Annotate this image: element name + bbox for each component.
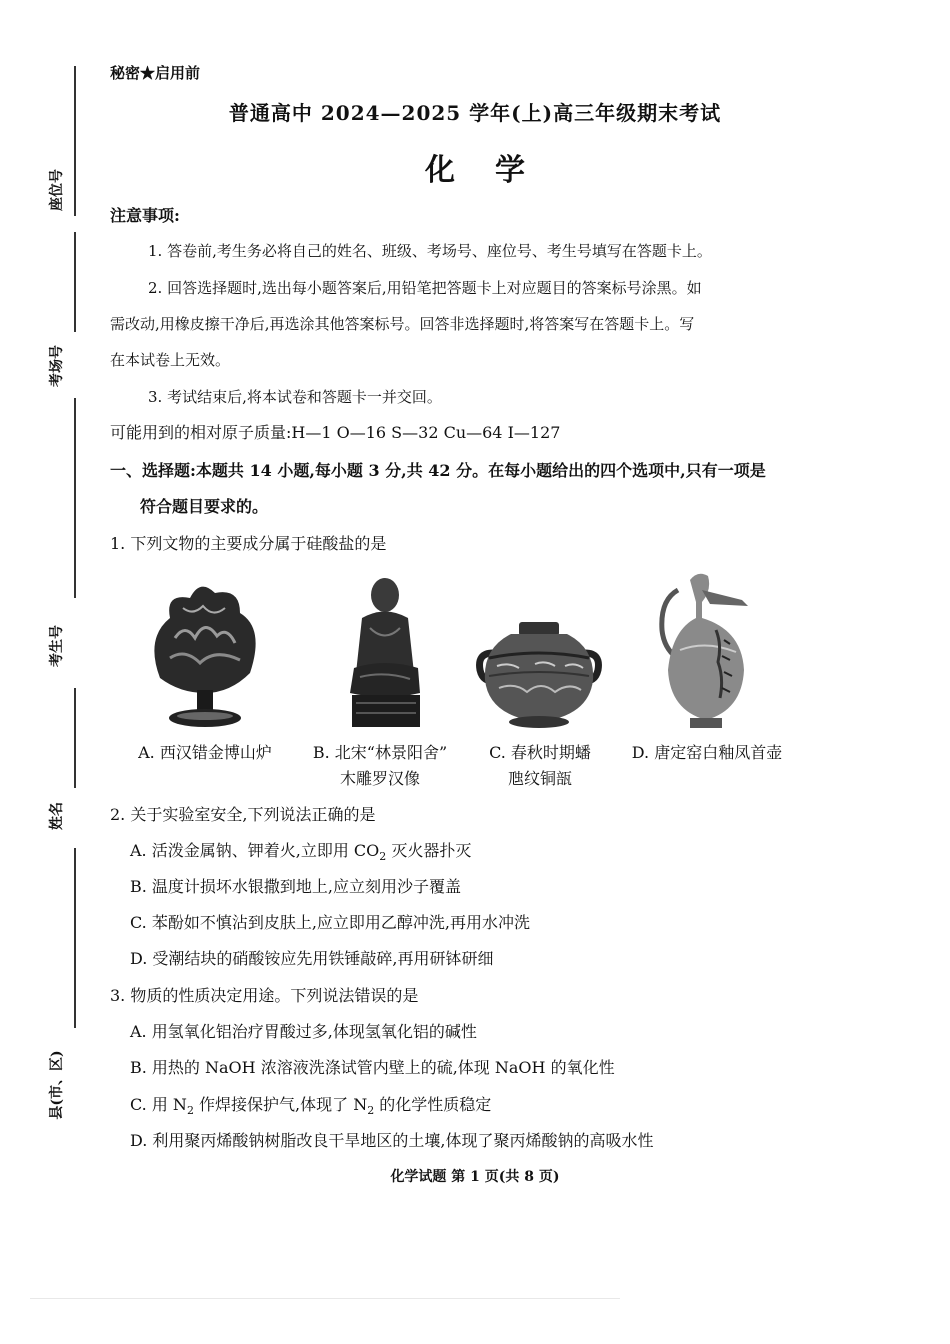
q3-option-c-pre: C. 用 N: [130, 1095, 187, 1114]
q1-option-b: [295, 740, 465, 792]
q2-option-b: B. 温度计损坏水银撒到地上,应立刻用沙子覆盖: [130, 877, 462, 896]
q3-option-d: D. 利用聚丙烯酸钠树脂改良干旱地区的土壤,体现了聚丙烯酸钠的高吸水性: [130, 1131, 654, 1150]
margin-line: [74, 398, 76, 598]
q1-option-b-line-2: 木雕罗汉像: [339, 769, 420, 788]
notice-item-2: [110, 270, 850, 378]
q3-option-c-mid: 作焊接保护气,体现了 N: [193, 1095, 368, 1114]
q1-stem: 1. 下列文物的主要成分属于硅酸盐的是: [110, 534, 387, 553]
q2-stem: 2. 关于实验室安全,下列说法正确的是: [110, 805, 376, 824]
seat-label: 座位号: [49, 169, 65, 211]
notice-item-3: 3. 考试结束后,将本试卷和答题卡一并交回。: [148, 388, 442, 406]
margin-line: [74, 688, 76, 788]
phoenix-ewer-image: [650, 570, 760, 735]
exam-no-label: 考生号: [49, 625, 65, 667]
notice-item-2-line-2: 需改动,用橡皮擦干净后,再选涂其他答案标号。回答非选择题时,将答案写在答题卡上。写: [110, 315, 695, 333]
q2-option-c: C. 苯酚如不慎沾到皮肤上,应立即用乙醇冲洗,再用水冲洗: [130, 913, 531, 932]
margin-line: [74, 232, 76, 332]
margin-line: [74, 848, 76, 1028]
q2-option-a: [130, 840, 471, 868]
section-heading: 一、选择题:本题共 14 小题,每小题 3 分,共 42 分。在每小题给出的四个选项中,只有一项是: [110, 461, 766, 480]
q3-option-a: A. 用氢氧化铝治疗胃酸过多,体现氢氧化铝的碱性: [130, 1022, 477, 1041]
q2-option-d: D. 受潮结块的硝酸铵应先用铁锤敲碎,再用研钵研细: [130, 949, 494, 968]
secret-mark: 秘密★启用前: [110, 64, 201, 82]
q3-option-c-sub-1: 2: [186, 1104, 194, 1118]
notice-item-2-line-3: 在本试卷上无效。: [110, 351, 231, 369]
notice-item-2-line-1: 2. 回答选择题时,选出每小题答案后,用铅笔把答题卡上对应题目的答案标号涂黑。如: [148, 279, 702, 297]
q1-option-b-line-1: B. 北宋“林景阳舍”: [312, 743, 448, 762]
margin-line: [74, 66, 76, 216]
q3-stem: 3. 物质的性质决定用途。下列说法错误的是: [110, 986, 419, 1005]
q2-option-a-sub: 2: [379, 850, 387, 864]
bronze-vessel-image: [475, 618, 603, 730]
county-label: 县(市、区): [49, 1050, 65, 1120]
q1-option-c: [465, 740, 615, 792]
subject-title: 化学: [425, 153, 565, 188]
arhat-statue-image: [340, 573, 430, 735]
incense-burner-image: [145, 578, 265, 733]
notice-heading: 注意事项:: [110, 206, 180, 225]
atomic-mass-line: 可能用到的相对原子质量:H—1 O—16 S—32 Cu—64 I—127: [110, 423, 561, 442]
exam-title: 普通高中 2024—2025 学年(上)高三年级期末考试: [228, 101, 722, 125]
q1-option-c-line-1: C. 春秋时期蟠: [489, 743, 591, 762]
scan-line: [30, 1298, 620, 1299]
q1-option-d: D. 唐定窑白釉凤首壶: [631, 743, 783, 762]
name-label: 姓名: [49, 802, 65, 830]
q2-option-a-pre: A. 活泼金属钠、钾着火,立即用 CO: [130, 841, 380, 860]
q3-option-c-post: 的化学性质稳定: [374, 1095, 492, 1114]
page-footer: 化学试题 第 1 页(共 8 页): [390, 1169, 560, 1185]
notice-item-1: 1. 答卷前,考生务必将自己的姓名、班级、考场号、座位号、考生号填写在答题卡上。: [148, 242, 712, 260]
q3-option-b: B. 用热的 NaOH 浓溶液洗涤试管内壁上的硫,体现 NaOH 的氧化性: [130, 1058, 615, 1077]
q1-option-c-line-2: 虺纹铜瓿: [507, 769, 572, 788]
q3-option-c: [130, 1094, 491, 1122]
section-heading-cont: 符合题目要求的。: [140, 497, 269, 516]
q3-option-c-sub-2: 2: [367, 1104, 375, 1118]
q2-option-a-post: 灭火器扑灭: [386, 841, 472, 860]
q1-option-a: A. 西汉错金博山炉: [138, 743, 272, 762]
room-label: 考场号: [49, 345, 65, 387]
